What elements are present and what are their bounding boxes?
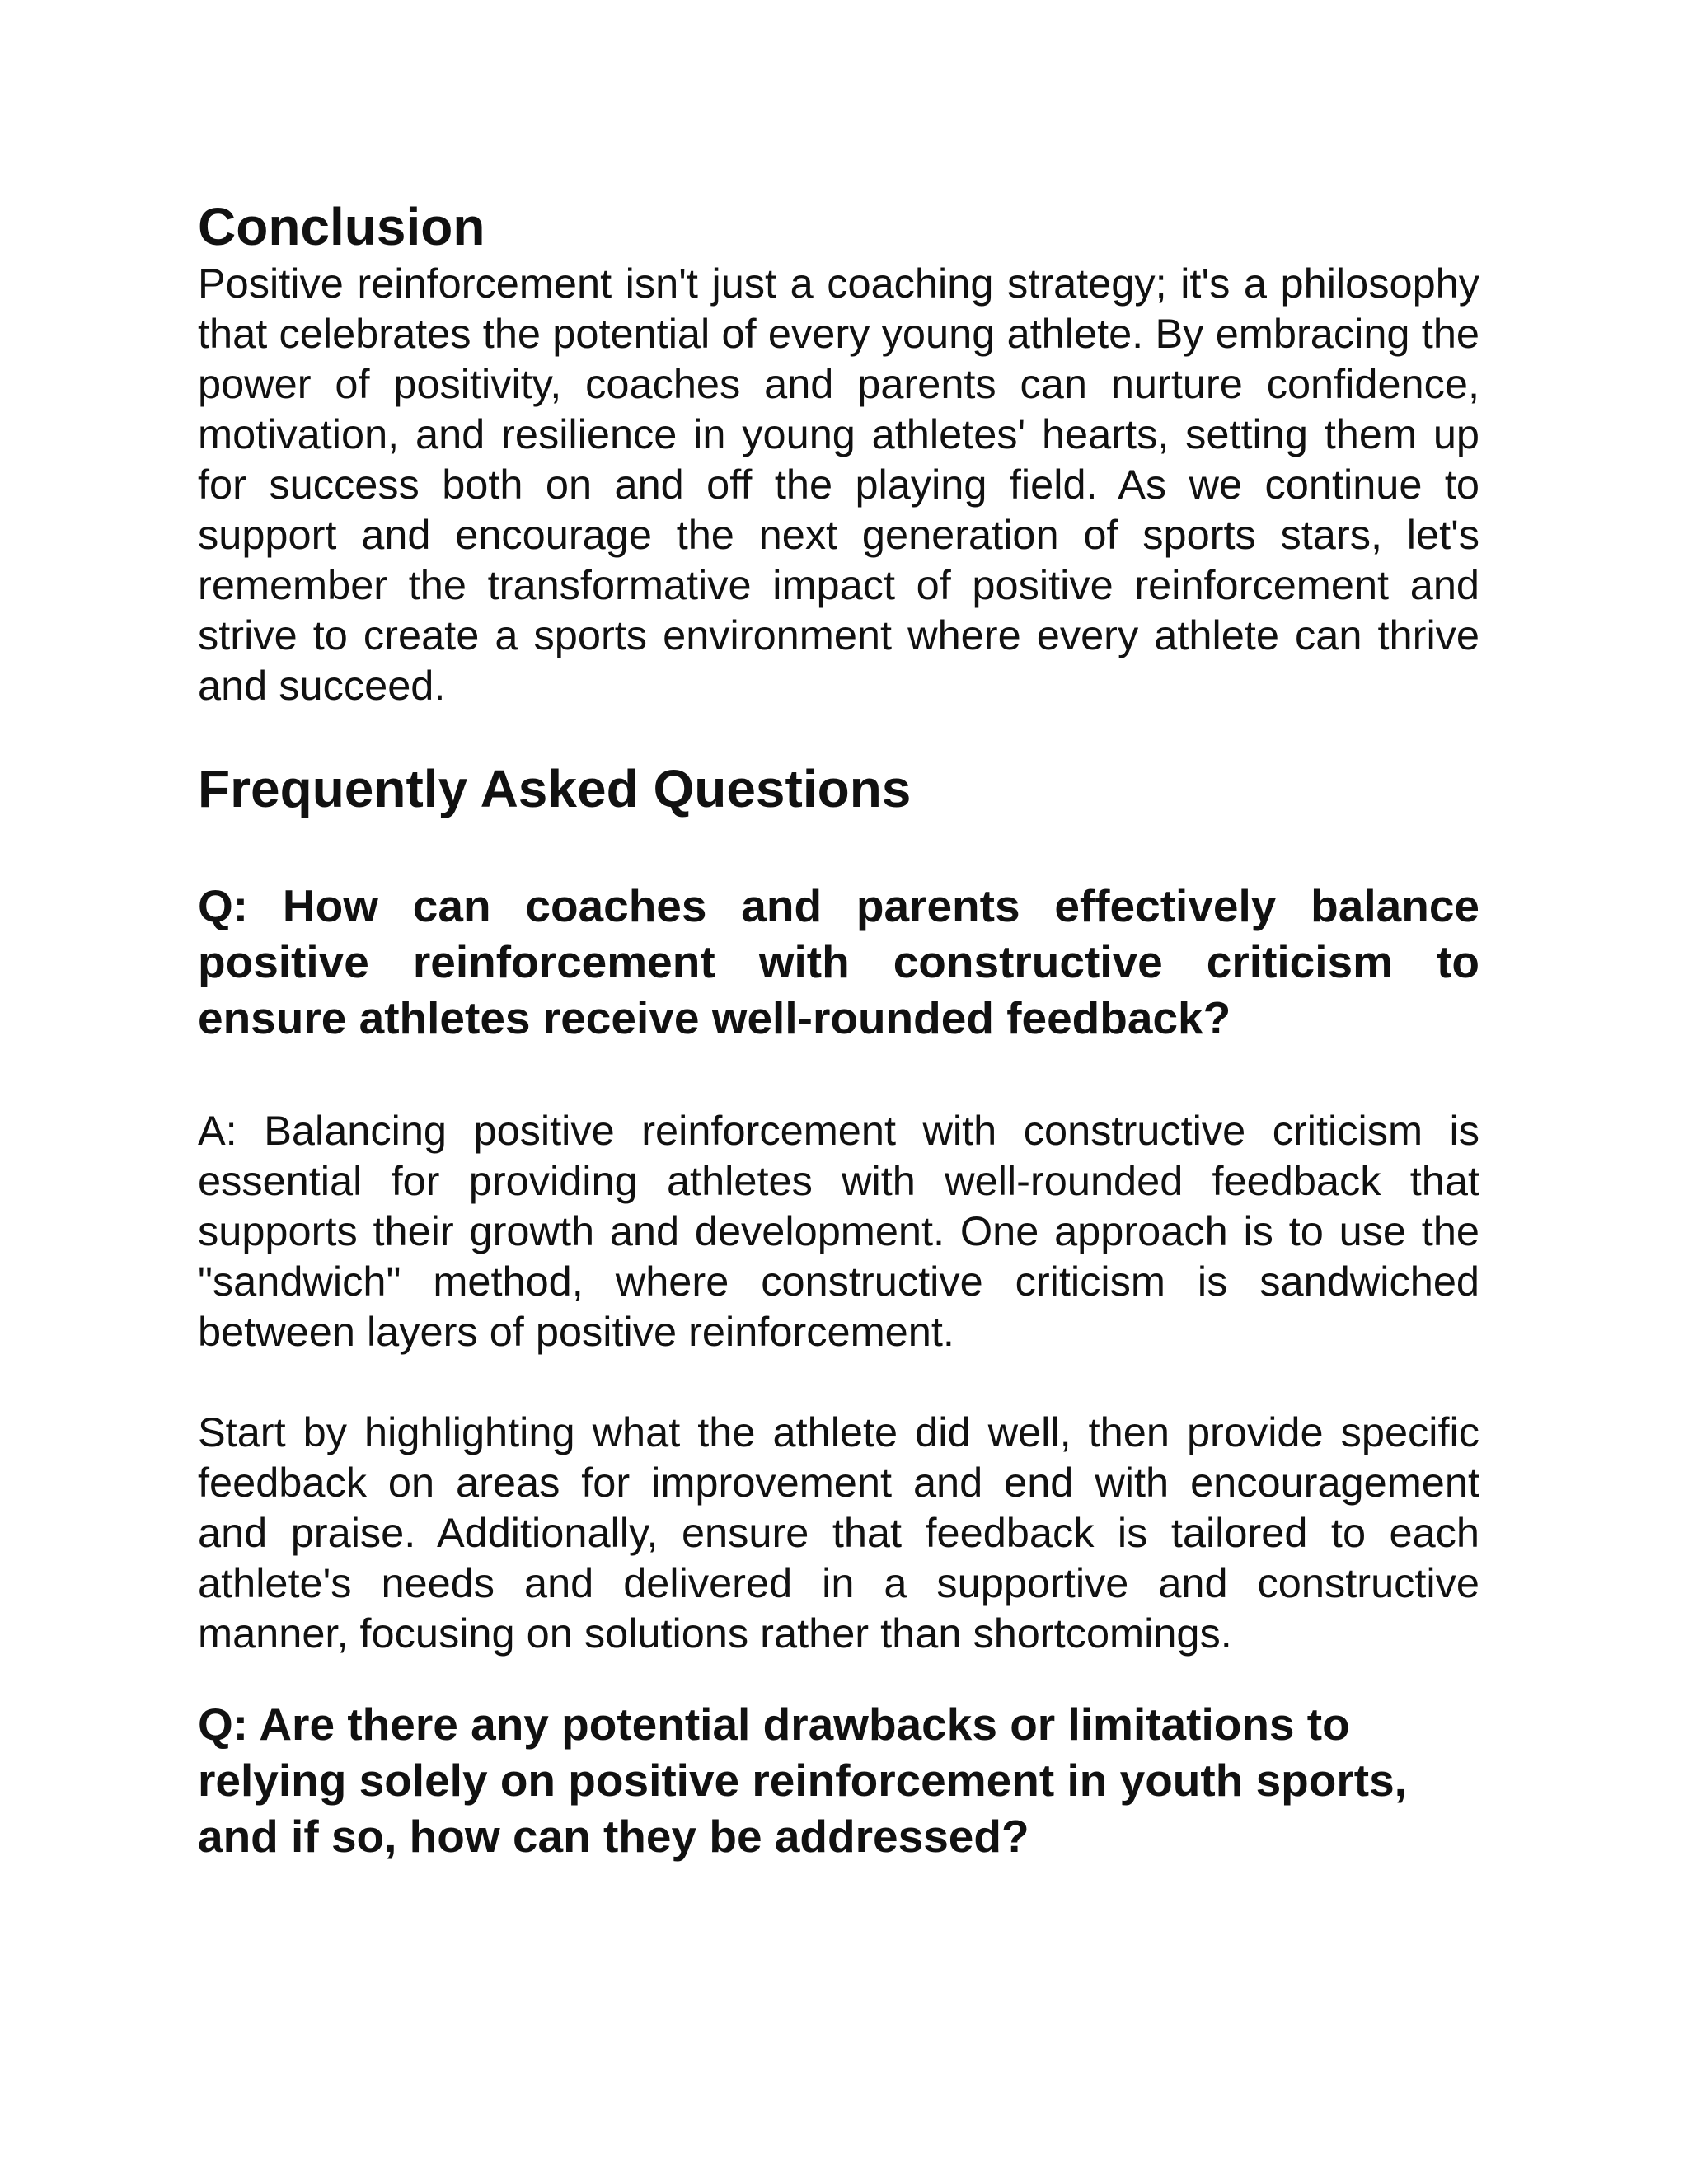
faq-question-2: Q: Are there any potential drawbacks or limitations to relying solely on positive reinforcement in youth sports, and if so, how can they be addressed?	[198, 1698, 1407, 1862]
conclusion-paragraph: Positive reinforcement isn't just a coaching strategy; it's a philosophy that celebrates the potential of every young athlete. By embracing the power of positivity, coaches and parents can nurture confidence, motivation, and resilience in young athletes' hearts, setting them up for success both on and off the playing field. As we continue to support and encourage the next generation of sports stars, let's remember the transformative impact of positive reinforcement and strive to create a sports environment where every athlete can thrive and succeed.	[198, 259, 1479, 709]
document-page	[198, 196, 1479, 1864]
faq-answer-1-paragraph-1: A: Balancing positive reinforcement with constructive criticism is essential for providing athletes with well-rounded feedback that supports their growth and development. One approach is to use the "sandwich" method, where constructive criticism is sandwiched between layers of positive reinforcement.	[198, 1106, 1479, 1355]
faq-question-1: Q: How can coaches and parents effectively balance positive reinforcement with constructive criticism to ensure athletes receive well-rounded feedback?	[198, 879, 1479, 1043]
conclusion-heading: Conclusion	[198, 197, 485, 256]
faq-answer-1-paragraph-2: Start by highlighting what the athlete did well, then provide specific feedback on areas for improvement and end with encouragement and praise. Additionally, ensure that feedback is tailored to each athlete's needs and delivered in a supportive and constructive manner, focusing on solutions rather than shortcomings.	[198, 1408, 1479, 1657]
faq-heading: Frequently Asked Questions	[198, 758, 912, 818]
